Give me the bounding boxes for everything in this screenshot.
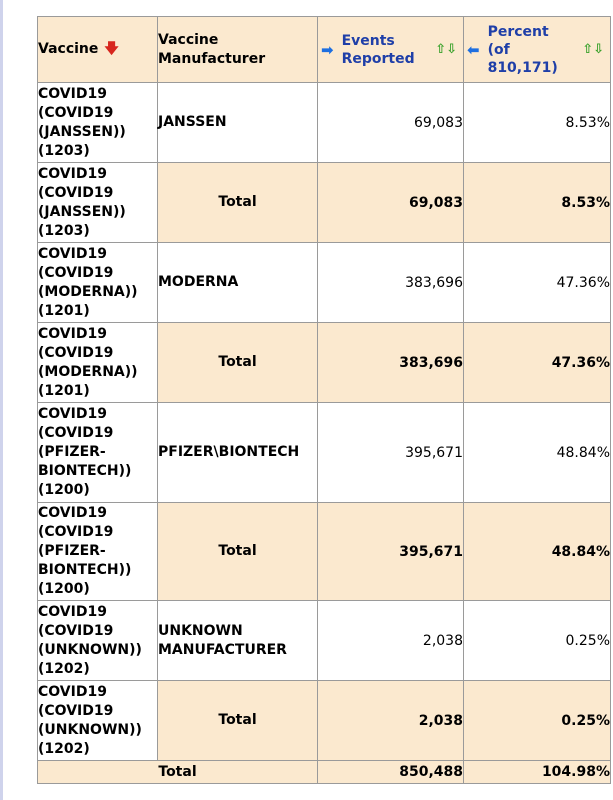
manufacturer-cell: MODERNA: [158, 243, 318, 323]
table-row: [38, 83, 611, 163]
vaccine-cell: COVID19 (COVID19 (UNKNOWN)) (1202): [38, 601, 158, 681]
manufacturer-cell: UNKNOWN MANUFACTURER: [158, 601, 318, 681]
events-cell: 395,671: [318, 503, 464, 601]
manufacturer-cell: PFIZER\BIONTECH: [158, 403, 318, 503]
column-header-manufacturer: Vaccine Manufacturer: [158, 17, 318, 83]
subtotal-row: [38, 323, 611, 403]
percent-cell: 48.84%: [464, 503, 611, 601]
vaccine-cell: COVID19 (COVID19 (JANSSEN)) (1203): [38, 163, 158, 243]
sort-toggle-icon[interactable]: ⇧ ⇩: [582, 42, 604, 57]
percent-link[interactable]: Percent (of 810,171): [487, 23, 558, 76]
header-row: [38, 17, 611, 83]
manufacturer-cell: JANSSEN: [158, 83, 318, 163]
table-row: [38, 403, 611, 503]
events-cell: 2,038: [318, 601, 464, 681]
column-header-vaccine[interactable]: Vaccine 🡇: [38, 17, 158, 83]
events-cell: 2,038: [318, 681, 464, 761]
grand-total-percent: 104.98%: [464, 761, 611, 784]
subtotal-row: [38, 681, 611, 761]
grand-total-row: [38, 761, 611, 784]
subtotal-row: [38, 503, 611, 601]
subtotal-row: [38, 163, 611, 243]
results-table: [37, 16, 611, 784]
events-cell: 383,696: [318, 323, 464, 403]
events-cell: 69,083: [318, 83, 464, 163]
vaccine-cell: COVID19 (COVID19 (MODERNA)) (1201): [38, 243, 158, 323]
subtotal-label: Total: [158, 681, 318, 761]
move-left-arrow-icon[interactable]: ⬅: [467, 40, 480, 59]
subtotal-label: Total: [158, 163, 318, 243]
grand-total-label: Total: [38, 761, 318, 784]
percent-cell: 0.25%: [464, 681, 611, 761]
events-cell: 383,696: [318, 243, 464, 323]
events-cell: 69,083: [318, 163, 464, 243]
percent-cell: 47.36%: [464, 323, 611, 403]
percent-cell: 48.84%: [464, 403, 611, 503]
events-reported-link[interactable]: Events Reported: [341, 32, 415, 67]
percent-cell: 8.53%: [464, 83, 611, 163]
vaccine-cell: COVID19 (COVID19 (JANSSEN)) (1203): [38, 83, 158, 163]
column-header-percent: [464, 17, 611, 83]
percent-cell: 8.53%: [464, 163, 611, 243]
vaccine-cell: COVID19 (COVID19 (PFIZER- BIONTECH)) (1200): [38, 503, 158, 601]
table-row: [38, 243, 611, 323]
sort-toggle-icon[interactable]: ⇧ ⇩: [435, 42, 457, 57]
grand-total-events: 850,488: [318, 761, 464, 784]
sort-descending-icon[interactable]: 🡇: [104, 40, 119, 57]
subtotal-label: Total: [158, 323, 318, 403]
vaccine-cell: COVID19 (COVID19 (MODERNA)) (1201): [38, 323, 158, 403]
events-cell: 395,671: [318, 403, 464, 503]
page-left-border: [0, 0, 3, 800]
percent-cell: 47.36%: [464, 243, 611, 323]
subtotal-label: Total: [158, 503, 318, 601]
vaccine-cell: COVID19 (COVID19 (UNKNOWN)) (1202): [38, 681, 158, 761]
move-right-arrow-icon[interactable]: ➡: [321, 40, 334, 59]
column-header-events-reported: [318, 17, 464, 83]
percent-cell: 0.25%: [464, 601, 611, 681]
table-row: [38, 601, 611, 681]
vaccine-cell: COVID19 (COVID19 (PFIZER- BIONTECH)) (1200): [38, 403, 158, 503]
